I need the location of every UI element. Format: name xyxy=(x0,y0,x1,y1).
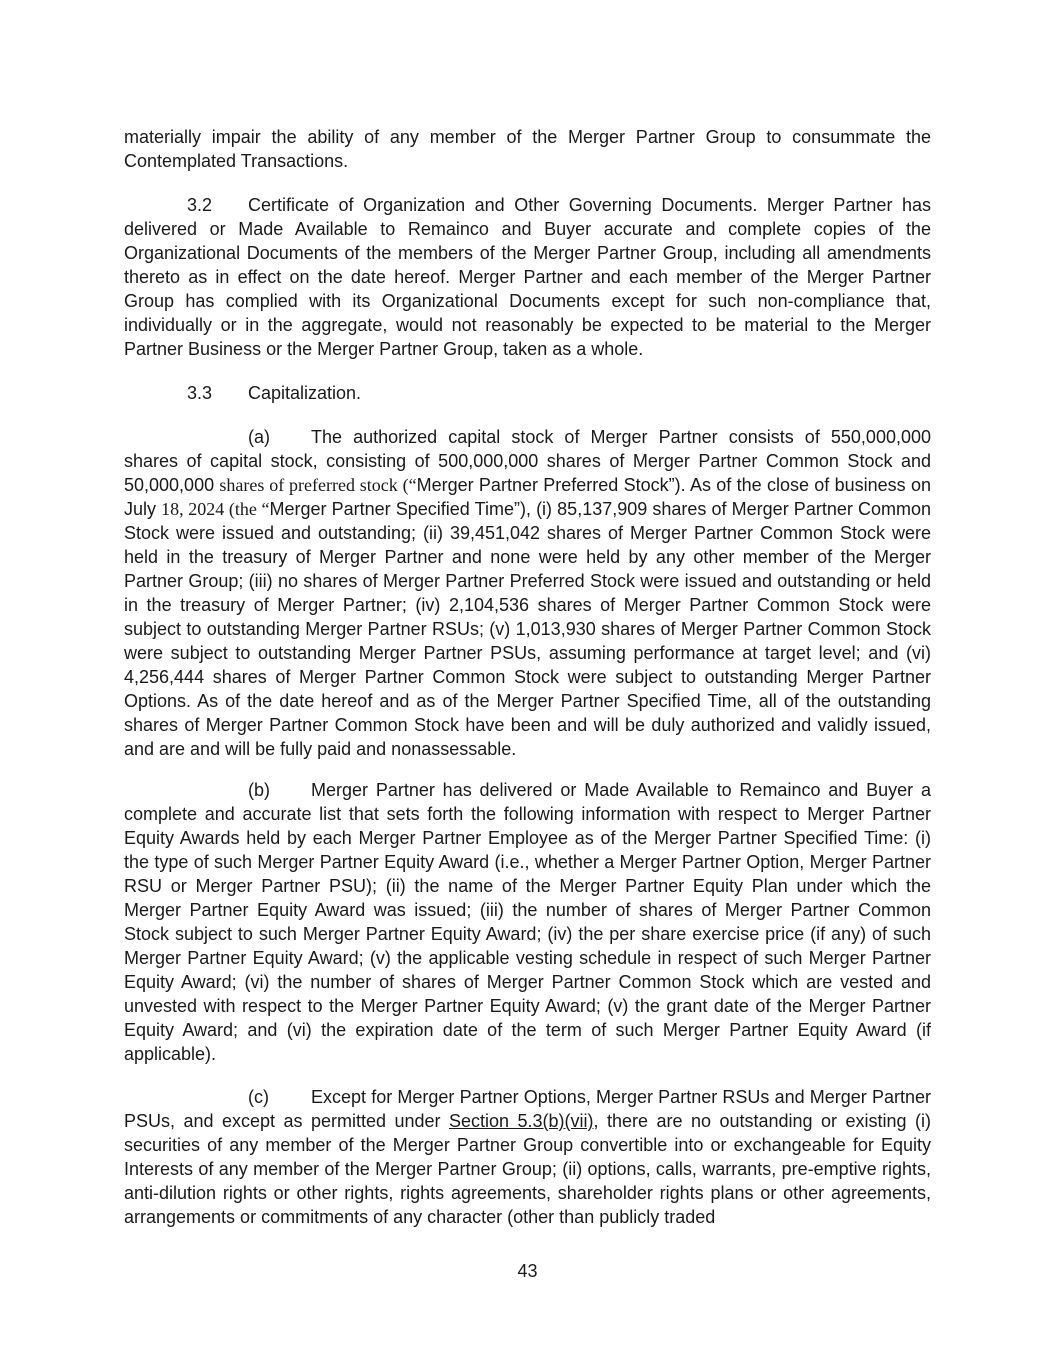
section-body: Merger Partner has delivered or Made Available to Remainco and Buyer accurate and complete copies of the Organizational Documents of the members of the Merger Partner Group, including all amendments thereto as in effect on the date hereof. Merger Partner and each member of the Merger Partner Group has complied with its Organizational Documents except for such non-compliance that, individually or in the aggregate, would not reasonably be expected to be material to the Merger Partner Business or the Merger Partner Group, taken as a whole. xyxy=(124,195,931,359)
paragraph-text-serif: shares of preferred stock (“ xyxy=(219,475,417,495)
paragraph-c xyxy=(124,1085,931,1229)
section-title: Capitalization. xyxy=(248,383,362,403)
paragraph-text: Merger Partner Preferred Stock”). As of the close of business on July xyxy=(124,475,932,519)
paragraph-text: The authorized capital stock of Merger Partner consists of 550,000,000 shares of capital stock, consisting of 500,000,000 shares of Merger Partner Common Stock and 50,000,000 xyxy=(124,427,931,495)
section-title: Certificate of Organization and Other Governing Documents. xyxy=(248,195,758,215)
section-cross-reference-link[interactable]: Section 5.3(b)(vii) xyxy=(449,1111,594,1131)
page-number: 43 xyxy=(517,1261,538,1281)
paragraph-text-serif: 18, 2024 (the “ xyxy=(161,499,270,519)
section-number: 3.2 xyxy=(187,195,213,215)
paragraph-a xyxy=(124,425,931,761)
paragraph-label: (a) xyxy=(248,427,270,447)
section-3-2 xyxy=(124,193,931,361)
paragraph-label: (b) xyxy=(248,780,270,800)
paragraph-text: Except for Merger Partner Options, Merger Partner RSUs and Merger Partner PSUs, and except as permitted under xyxy=(124,1087,931,1131)
paragraph-intro: materially impair the ability of any member of the Merger Partner Group to consummate the Contemplated Transactions. xyxy=(124,127,931,171)
paragraph-b xyxy=(124,778,931,1066)
section-3-3-heading xyxy=(187,381,361,405)
paragraph-text: , there are no outstanding or existing (i) securities of any member of the Merger Partner Group convertible into or exchangeable for Equity Interests of any member of the Merger Partner Group; (ii) options, calls, warrants, pre-emptive rights, anti-dilution rights or other rights, rights agreements, shareholder rights plans or other agreements, arrangements or commitments of any character (other than publicly traded xyxy=(124,1111,932,1227)
paragraph-label: (c) xyxy=(248,1087,269,1107)
paragraph-text: Merger Partner has delivered or Made Available to Remainco and Buyer a complete and accurate list that sets forth the following information with respect to Merger Partner Equity Awards held by each Merger Partner Employee as of the Merger Partner Specified Time: (i) the type of such Merger Partner Equity Award (i.e., whether a Merger Partner Option, Merger Partner RSU or Merger Partner PSU); (ii) the name of the Merger Partner Equity Plan under which the Merger Partner Equity Award was issued; (iii) the number of shares of Merger Partner Common Stock subject to such Merger Partner Equity Award; (iv) the per share exercise price (if any) of such Merger Partner Equity Award; (v) the applicable vesting schedule in respect of such Merger Partner Equity Award; (vi) the number of shares of Merger Partner Common Stock which are vested and unvested with respect to the Merger Partner Equity Award; (v) the grant date of the Merger Partner Equity Award; and (vi) the expiration date of the term of such Merger Partner Equity Award (if applicable). xyxy=(124,780,931,1064)
section-number: 3.3 xyxy=(187,383,213,403)
paragraph-text: Merger Partner Specified Time”), (i) 85,137,909 shares of Merger Partner Common Stock were issued and outstanding; (ii) 39,451,042 shares of Merger Partner Common Stock were held in the treasury of Merger Partner and none were held by any other member of the Merger Partner Group; (iii) no shares of Merger Partner Preferred Stock were issued and outstanding or held in the treasury of Merger Partner; (iv) 2,104,536 shares of Merger Partner Common Stock were subject to outstanding Merger Partner RSUs; (v) 1,013,930 shares of Merger Partner Common Stock were subject to outstanding Merger Partner PSUs, assuming performance at target level; and (vi) 4,256,444 shares of Merger Partner Common Stock were subject to outstanding Merger Partner Options. As of the date hereof and as of the Merger Partner Specified Time, all of the outstanding shares of Merger Partner Common Stock have been and will be duly authorized and validly issued, and are and will be fully paid and nonassessable. xyxy=(124,499,931,759)
